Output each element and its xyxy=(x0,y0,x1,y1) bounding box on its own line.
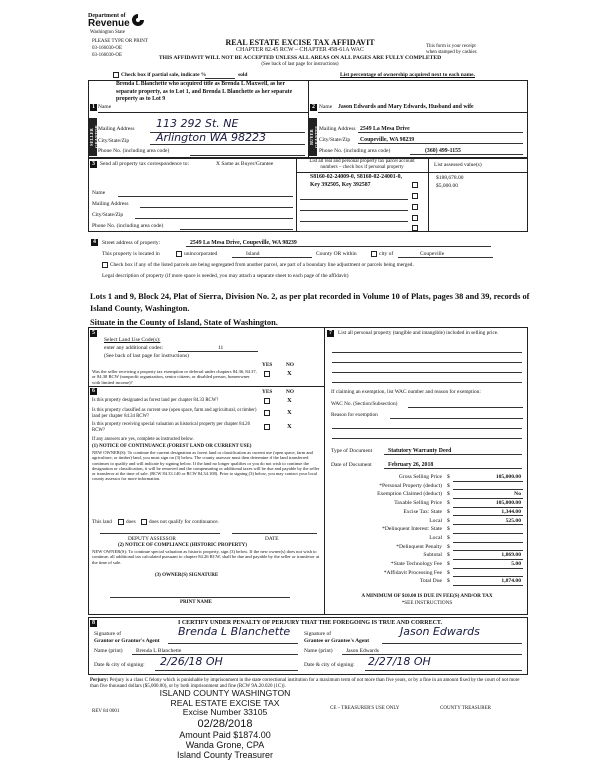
tax-row-currency: $ xyxy=(447,569,450,576)
tax-row-label: *Delinquent Penalty xyxy=(396,543,442,550)
buyer-mailing-label: Mailing Address xyxy=(319,126,356,132)
seller-side-label: SELLER GRANTOR xyxy=(89,118,97,156)
seller-mailing-label: Mailing Address xyxy=(98,126,135,132)
notice-compliance-body: NEW OWNER(S): To continue special valuation as historic property, sign (3) below. If the new owner(s) does not wish to continue, all additional tax calculated pursuant to chapter 84.26 RCW, shall be due and payable by the seller or transferor at the time of sale. xyxy=(92,549,320,565)
tax-row-value: 1,874.00 xyxy=(501,578,521,585)
section-2-badge: 2 xyxy=(312,104,315,110)
partial-sale-checkbox[interactable] xyxy=(113,72,119,78)
city-value: Coupeville xyxy=(420,251,445,257)
deputy-assessor-label: DEPUTY ASSESSOR xyxy=(128,536,176,542)
seller-city-value: Arlington WA 98223 xyxy=(156,131,266,144)
does-not-label: does not qualify for continuance. xyxy=(149,519,219,525)
grantor-name-label: Name (print) xyxy=(94,648,123,654)
owner-signature-label: (3) OWNER(S) SIGNATURE xyxy=(155,573,219,578)
exemption-claim-label: If claiming an exemption, list WAC number and reason for exemption: xyxy=(331,389,481,395)
buyer-city-value: Coupeville, WA 98239 xyxy=(360,137,415,143)
seller-phone-label: Phone No. (including area code) xyxy=(98,148,170,154)
situate-statement: Situate in the County of Island, State of Washington. xyxy=(90,318,278,327)
personal-property-label: List all personal property (tangible and intangible) included in selling price. xyxy=(338,330,499,336)
s6-if-yes: If any answers are yes, complete as instructed below. xyxy=(92,437,194,442)
parcel-header-2: numbers – check box if personal property xyxy=(320,165,404,170)
parcel-pp-checkbox-4[interactable] xyxy=(412,215,418,221)
s6-q1-answer[interactable]: X xyxy=(287,397,292,404)
s6-yes-header: YES xyxy=(262,389,273,395)
perjury-label: Perjury: xyxy=(90,678,109,683)
doc-type-label: Type of Document xyxy=(331,448,373,454)
buyer-mailing-value: 2549 La Mesa Drive xyxy=(360,126,410,132)
tax-row-label: *State Technology Fee xyxy=(390,561,442,567)
city-checkbox[interactable] xyxy=(371,251,377,257)
buyer-city-label: City/State/Zip xyxy=(319,137,351,143)
logo-line1: Department of xyxy=(88,13,126,19)
grantee-date-label: Date & city of signing: xyxy=(304,662,355,668)
assessed-header: List assessed value(s) xyxy=(434,162,482,168)
section-8-badge: 8 xyxy=(92,620,95,626)
tax-row-label: *Personal Property (deduct) xyxy=(379,482,442,489)
tax-row-currency: $ xyxy=(447,517,450,524)
certify-statement: I CERTIFY UNDER PENALTY OF PERJURY THAT THE FOREGOING IS TRUE AND CORRECT. xyxy=(177,620,442,626)
stamp-line-5: Amount Paid $1874.00 xyxy=(179,729,271,740)
logo-line3: Washington State xyxy=(90,30,126,35)
tax-row-label: Excise Tax: State xyxy=(403,508,442,515)
logo-line2: Revenue xyxy=(88,18,130,29)
grantee-name-label: Name (print) xyxy=(304,648,333,654)
form-title: REAL ESTATE EXCISE TAX AFFIDAVIT xyxy=(225,38,375,47)
tax-row-underline xyxy=(453,489,523,490)
tax-row-underline xyxy=(453,498,523,499)
s6-q1-yes-checkbox[interactable] xyxy=(264,398,270,404)
does-not-checkbox[interactable] xyxy=(141,519,147,525)
stamp-line-7: Island County Treasurer xyxy=(176,749,274,760)
parcel-pp-checkbox-3[interactable] xyxy=(412,204,418,210)
same-as-buyer: X Same as Buyer/Grantee xyxy=(216,161,274,167)
tax-row-underline xyxy=(453,550,523,551)
s5-yes-header: YES xyxy=(262,362,273,368)
s5-no-header: NO xyxy=(286,362,294,368)
parcel-numbers: S8160-02-24009-0, S8160-02-24001-0, Key 392505, Key 392587 xyxy=(310,174,402,188)
receipt-note-1: This form is your receipt xyxy=(426,44,476,49)
buyer-side-label: BUYER GRANTEE xyxy=(309,118,317,156)
deputy-date-label: DATE xyxy=(265,536,279,542)
segregated-checkbox[interactable] xyxy=(102,262,108,268)
buyer-name-label: Name xyxy=(319,104,333,110)
print-name-label: PRINT NAME xyxy=(180,600,212,605)
tax-row-value: 1,869.00 xyxy=(501,552,521,559)
tax-row-value: 525.00 xyxy=(505,517,521,524)
grantee-date-value: 2/27/18 OH xyxy=(368,655,431,668)
treasurer-use-label: CE – TREASURER'S USE ONLY xyxy=(330,706,400,711)
tax-row-currency: $ xyxy=(447,500,450,507)
seller-city-label: City/State/Zip xyxy=(98,138,130,144)
rev-number: REV 84 0001 xyxy=(92,709,120,714)
tax-row-currency: $ xyxy=(447,508,450,515)
tax-row-label: Subtotal xyxy=(423,552,442,559)
s6-question-1: Is this property designated as forest land per chapter 84.33 RCW? xyxy=(92,398,219,403)
unincorporated-checkbox[interactable] xyxy=(176,251,182,257)
s3-mailing-label: Mailing Address xyxy=(92,201,129,207)
s6-q2-yes-checkbox[interactable] xyxy=(264,410,270,416)
tax-row-currency: $ xyxy=(447,526,450,533)
perjury-text: Perjury is a class C felony which is punishable by imprisonment in the state correctional institution for a maximum term of not more than five years, or by a fine in an amount fixed by the court of not more than five thousand dollars ($5,000.00), or by both imprisonment and fine (RCW 9A.20.020 (1C)). xyxy=(90,678,520,690)
located-in-label: This property is located in xyxy=(102,251,160,257)
assessed-value-2: $5,000.00 xyxy=(436,183,458,189)
s3-phone-label: Phone No. (including area code) xyxy=(92,223,164,229)
tax-row-label: Total Due xyxy=(419,578,442,585)
see-instructions-note: *SEE INSTRUCTIONS xyxy=(401,600,453,606)
section-4-badge: 4 xyxy=(93,239,96,245)
s3-city-label: City/State/Zip xyxy=(92,212,124,218)
tax-row-value: 105,000.00 xyxy=(495,500,521,507)
grantee-sig-label: Signature of xyxy=(304,631,332,637)
list-percentage-note: List percentage of ownership acquired next to each name. xyxy=(340,72,475,78)
partial-sale-sold: sold xyxy=(238,72,248,78)
grantee-sig-label-2: Grantee or Grantee's Agent xyxy=(304,638,370,644)
county-label: County OR within xyxy=(316,251,357,257)
grantor-signature: Brenda L Blanchette xyxy=(178,625,291,638)
grantee-signature: Jason Edwards xyxy=(400,625,480,638)
stamp-line-2: REAL ESTATE EXCISE TAX xyxy=(170,697,280,708)
minimum-fee-note: A MINIMUM OF $10.00 IS DUE IN FEE(S) AND/OR TAX xyxy=(361,593,493,599)
additional-codes-label: enter any additional codes: xyxy=(104,345,164,351)
stamp-line-1: ISLAND COUNTY WASHINGTON xyxy=(159,688,291,698)
tax-row-underline xyxy=(453,576,523,577)
please-type: PLEASE TYPE OR PRINT xyxy=(92,39,148,44)
excise-tax-stamp xyxy=(140,689,310,760)
form-subtitle: CHAPTER 82.45 RCW – CHAPTER 458-61A WAC xyxy=(236,47,364,53)
tax-row-currency: $ xyxy=(447,578,450,585)
tax-row-underline xyxy=(453,542,523,543)
dor-emblem-icon xyxy=(131,13,145,27)
assessed-value-1: $188,678.00 xyxy=(436,175,464,181)
tax-row-label: Gross Selling Price xyxy=(398,474,442,480)
county-value: Island xyxy=(246,251,260,257)
tax-row-underline xyxy=(453,507,523,508)
reason-label: Reason for exemption xyxy=(331,412,378,418)
tax-row-underline xyxy=(453,568,523,569)
s5-question-1: Was the seller receiving a property tax exemption or deferral under chapters 84.36, 84.37, or 84.38 RCW (nonprofit organization, senior citizen, or disabled person, homeowner with limited income)? xyxy=(92,369,257,385)
tax-row-label: Exemption Claimed (deduct) xyxy=(377,491,442,498)
tax-row-underline xyxy=(453,533,523,534)
s5-see-back: (See back of last page for instructions) xyxy=(104,353,189,359)
land-use-label: Select Land Use Code(s): xyxy=(104,337,161,343)
grantor-name-value: Brenda L Blanchette xyxy=(136,648,182,654)
seller-name-label: Name xyxy=(98,104,112,110)
parcel-header-1: List all real and personal property tax parcel account xyxy=(309,159,415,164)
notice-continuance-title: (1) NOTICE OF CONTINUANCE (FOREST LAND OR CURRENT USE) xyxy=(92,444,252,449)
partial-sale-label: Check box if partial sale, indicate % xyxy=(121,72,207,78)
seller-mailing-value: 113 292 St. NE xyxy=(156,117,239,130)
parcel-pp-checkbox-1[interactable] xyxy=(412,182,418,188)
does-label: does xyxy=(126,519,136,525)
form-number-1: 03-166030-OE xyxy=(92,46,122,51)
parcel-pp-checkbox-5[interactable] xyxy=(412,225,418,231)
s6-question-3: Is this property receiving special valuation as historical property per chapter 84.26 RCW? xyxy=(92,422,250,433)
s6-q3-yes-checkbox[interactable] xyxy=(264,424,270,430)
street-address-value: 2549 La Mesa Drive, Coupeville, WA 98239 xyxy=(190,240,297,246)
s6-question-2: Is this property classified as current use (open space, farm and agricultural, or timber) land per chapter 84.34 RCW? xyxy=(92,408,257,419)
legal-description: Lots 1 and 9, Block 24, Plat of Sierra, Division No. 2, as per plat recorded in Volume 10 of Plats, pages 38 and 39, records of Island County, Washington. xyxy=(90,292,530,314)
s6-no-header: NO xyxy=(286,389,294,395)
land-use-code: 11 xyxy=(218,345,224,351)
tax-row-currency: $ xyxy=(447,534,450,541)
form-warning: THIS AFFIDAVIT WILL NOT BE ACCEPTED UNLESS ALL AREAS ON ALL PAGES ARE FULLY COMPLETED xyxy=(158,55,442,61)
parcel-pp-checkbox-2[interactable] xyxy=(412,193,418,199)
tax-row-currency: $ xyxy=(447,561,450,567)
stamp-line-4: 02/28/2018 xyxy=(197,717,253,730)
grantor-date-label: Date & city of signing: xyxy=(94,662,145,668)
s6-q3-answer[interactable]: X xyxy=(287,423,292,430)
see-back-note: (See back of last page for instructions) xyxy=(261,62,339,67)
tax-row-value: 105,000.00 xyxy=(495,474,521,480)
tax-row-underline xyxy=(453,559,523,560)
buyer-phone-label: Phone No. (including area code) xyxy=(319,148,391,154)
tax-row-label: *Affidavit Processing Fee xyxy=(383,569,442,576)
section-3-badge: 3 xyxy=(92,161,95,167)
tax-row-value: 1,344.00 xyxy=(501,508,521,515)
stamp-line-3: Excise Number 33105 xyxy=(182,707,268,717)
legal-desc-label: Legal description of property (if more space is needed, you may attach a separate sheet to each page of the affidavit) xyxy=(102,273,349,279)
tax-row-currency: $ xyxy=(447,491,450,498)
s5-q1-yes-checkbox[interactable] xyxy=(264,371,270,377)
city-of-label: city of xyxy=(379,251,394,257)
county-treasurer-label: COUNTY TREASURER xyxy=(440,706,491,711)
form-number-2: 03-166030-OE xyxy=(92,53,122,58)
send-correspondence-label: Send all property tax correspondence to: xyxy=(100,161,190,167)
buyer-phone-value: (360) 499-1155 xyxy=(425,148,461,154)
stamp-line-6: Wanda Grone, CPA xyxy=(185,739,265,750)
s6-q2-answer[interactable]: X xyxy=(287,409,292,416)
section-7-badge: 7 xyxy=(329,330,332,336)
wac-label: WAC No. (Section/Subsection) xyxy=(331,401,398,407)
tax-row-label: *Delinquent Interest: State xyxy=(382,526,442,533)
receipt-note-2: when stamped by cashier. xyxy=(426,50,478,55)
doc-type-value: Statutory Warranty Deed xyxy=(388,448,452,454)
tax-row-label: Local xyxy=(429,534,442,541)
tax-row-value: 5.00 xyxy=(511,561,521,567)
tax-row-value: No xyxy=(514,491,521,498)
grantor-sig-label-2: Grantor or Grantor's Agent xyxy=(94,638,160,644)
unincorporated-label: unincorporated xyxy=(184,251,218,257)
section-6-badge: 6 xyxy=(92,388,95,394)
section-5-badge: 5 xyxy=(92,330,95,336)
doc-date-value: February 26, 2018 xyxy=(388,462,434,468)
tax-row-underline xyxy=(453,585,523,586)
this-land-label: This land xyxy=(92,519,112,525)
seller-name-value: Brenda L Blanchette who acquired title as Brenda L Maxwell, as her separate property, as to Lot 1, and Brenda L Blanchette as her separate property as to Lot 9 xyxy=(116,81,293,103)
grantee-name-value: Jason Edwards xyxy=(346,648,379,654)
s5-q1-answer[interactable]: X xyxy=(287,370,292,377)
does-checkbox[interactable] xyxy=(118,519,124,525)
tax-row-label: Local xyxy=(429,517,442,524)
doc-date-label: Date of Document xyxy=(331,462,372,468)
tax-row-underline xyxy=(453,524,523,525)
tax-row-underline xyxy=(453,481,523,482)
buyer-name-value: Jason Edwards and Mary Edwards, Husband and wife xyxy=(338,104,474,110)
dor-logo xyxy=(88,13,148,41)
notice-continuance-body: NEW OWNER(S): To continue the current designation as forest land or classification as current use (open space, farm and agriculture, or timber) land, you must sign on (3) below. The county assessor must then determine if the land transferred continues to qualify and will indicate by signing below. If the land no longer qualifies or you do not wish to continue the designation or classification, it will be removed and the compensating or additional taxes will be due and payable by the seller or transferor at the time of sale. (RCW 84.33.140 or RCW 84.34.108). Prior to signing (3) below, you may contact your local county assessor for more information. xyxy=(92,450,320,482)
grantor-date-value: 2/26/18 OH xyxy=(160,655,223,668)
tax-row-currency: $ xyxy=(447,482,450,489)
tax-row-currency: $ xyxy=(447,552,450,559)
street-address-label: Street address of property: xyxy=(102,240,161,246)
segregated-label: Check box if any of the listed parcels are being segregated from another parcel, are part of a boundary line adjustment or parcels being merged. xyxy=(110,262,414,268)
tax-row-currency: $ xyxy=(447,543,450,550)
grantor-sig-label: Signature of xyxy=(94,631,122,637)
tax-row-underline xyxy=(453,515,523,516)
s3-name-label: Name xyxy=(92,190,106,196)
tax-row-currency: $ xyxy=(447,474,450,480)
notice-compliance-title: (2) NOTICE OF COMPLIANCE (HISTORIC PROPERTY) xyxy=(118,543,247,548)
tax-row-label: Taxable Selling Price xyxy=(394,500,442,507)
section-1-badge: 1 xyxy=(92,104,95,110)
